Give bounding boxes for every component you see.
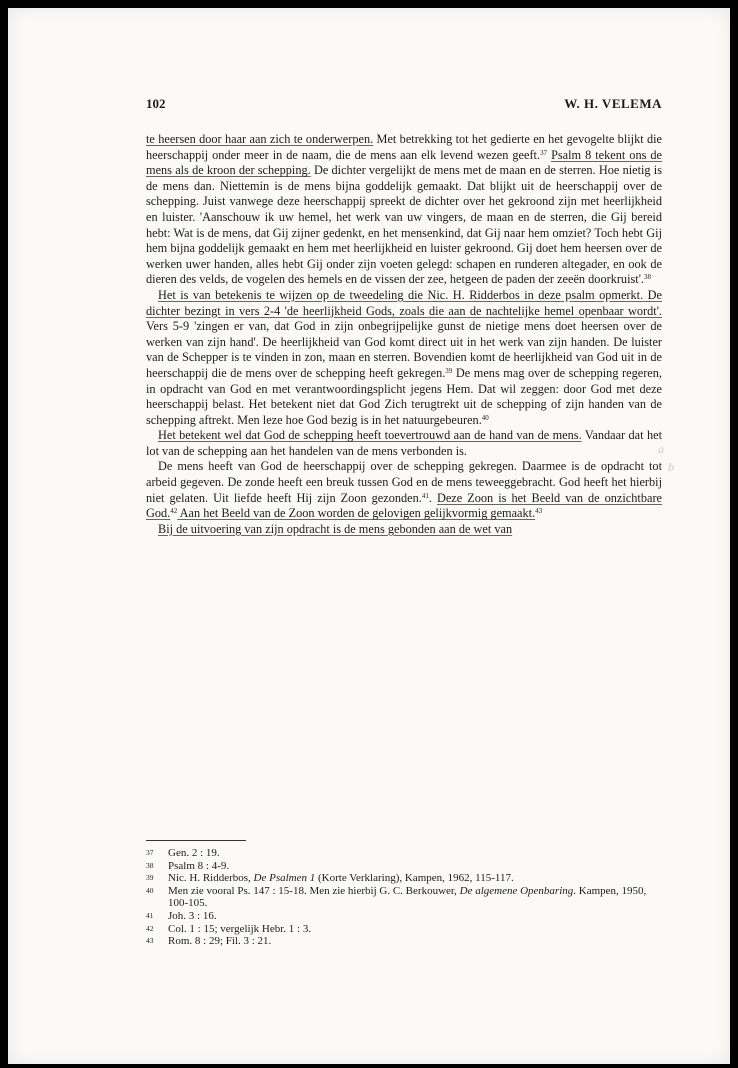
footnote-39 bbox=[146, 872, 662, 885]
page-header bbox=[146, 96, 662, 116]
footnote-ref: 41 bbox=[421, 491, 429, 500]
footnote-number: 39 bbox=[146, 873, 154, 883]
footnote-text: Gen. 2 : 19. bbox=[168, 847, 220, 859]
footnote-number: 41 bbox=[146, 910, 154, 920]
footnote-number: 43 bbox=[146, 936, 154, 946]
underlined-phrase: Psalm 8 tekent ons de mens als de kroon der schepping. bbox=[146, 147, 662, 178]
underlined-phrase: Deze Zoon is het Beeld van de onzichtbare God. bbox=[146, 490, 662, 521]
margin-annotation-a: a bbox=[658, 442, 664, 456]
footnote-text: Nic. H. Ridderbos, bbox=[168, 872, 254, 885]
footnote-text: Psalm 8 : 4-9. bbox=[168, 859, 230, 872]
margin-annotation-b: b bbox=[668, 460, 674, 474]
running-head-author: W. H. VELEMA bbox=[564, 96, 662, 111]
text-run: Met betrekking tot het gedierte en het gevogelte blijkt die heerschappij onder meer in de naam, die de mens aan elk levend wezen geeft. bbox=[146, 132, 662, 162]
footnote-number: 42 bbox=[146, 923, 154, 933]
paragraph-3 bbox=[146, 428, 662, 459]
underlined-phrase: Het is van betekenis te wijzen op de tweedeling die Nic. H. Ridderbos in deze psalm opmerkt. bbox=[158, 287, 644, 302]
footnote-41 bbox=[146, 910, 662, 923]
footnote-separator bbox=[146, 840, 246, 841]
footnote-text: Joh. 3 : 16. bbox=[168, 909, 217, 922]
underlined-phrase: te heersen door haar aan zich te onderwerpen. bbox=[146, 132, 374, 146]
footnote-ref: 39 bbox=[445, 366, 453, 375]
footnote-text: (Korte Verklaring), Kampen, 1962, 115-117. bbox=[315, 872, 514, 885]
paragraph-4 bbox=[146, 459, 662, 521]
footnote-title: De algemene Openbaring bbox=[459, 884, 574, 897]
paragraph-5 bbox=[146, 522, 662, 538]
footnote-40 bbox=[146, 885, 662, 910]
text-run: De mens mag over de schepping regeren, in opdracht van God en met verantwoordingsplicht jegens Hem. Dat wil zeggen: door God met deze heerschappij belast. Het betekent niet dat God Zich terugtrekt uit de schepping of zijn handen van de schepping aftrekt. Men leze hoe God bezig is in het natuurgebeuren. bbox=[146, 365, 662, 427]
text-run: De mens heeft van God de heerschappij over de schepping gekregen. Daarmee is de opdracht tot arbeid gegeven. De zonde heeft een breuk tussen God en de mens teweeggebracht. God heeft het hierbij niet gelaten. Uit liefde heeft Hij zijn Zoon gezonden. bbox=[146, 459, 662, 505]
text-run: . bbox=[428, 490, 437, 505]
underlined-phrase: De dichter bezingt in vers 2-4 'de heerlijkheid Gods, zoals die aan de nachtelijke hemel openbaar wordt'. bbox=[146, 287, 662, 318]
footnote-ref: 40 bbox=[481, 413, 489, 422]
scanned-page bbox=[8, 8, 730, 1064]
paragraph-2 bbox=[146, 288, 662, 428]
footnote-37 bbox=[146, 847, 662, 860]
text-run: Vers 5-9 'zingen er van, dat God in zijn onbegrijpelijke gunst de nietige mens doet heersen over de werken van zijn hand'. De heerlijkheid van God komt direct uit in het werk van zijn handen. De luister van de Schepper is te vinden in zon, maan en sterren. Bovendien komt de heerlijkheid van God uit in de heerschappij die de mens over de schepping heeft gekregen. bbox=[146, 319, 662, 380]
footnote-ref: 38 bbox=[644, 273, 651, 282]
footnote-text: Col. 1 : 15; vergelijk Hebr. 1 : 3. bbox=[168, 922, 312, 935]
footnote-title: De Psalmen 1 bbox=[253, 872, 316, 885]
footnote-38 bbox=[146, 860, 662, 873]
footnote-number: 40 bbox=[146, 885, 154, 895]
footnote-43 bbox=[146, 935, 662, 948]
text-run: De dichter vergelijkt de mens met de maan en de sterren. Hoe nietig is de mens dan. Niettemin is de mens bijna goddelijk gemaakt. Dat blijkt uit de heerschappij over de schepping. Juist vanwege deze heerschappij spreekt de dichter over het gekroond zijn met heerlijkheid en luister. 'Aanschouw ik uw hemel, het werk van uw vingers, de maan en de sterren, die Gij bereid hebt: Wat is de mens, dat Gij zijner gedenkt, en het mensenkind, dat Gij naar hem omziet? Toch hebt Gij hem bijna goddelijk gemaakt en hem met heerlijkheid en luister gekroond. Gij doet hem heersen over de werken uwer handen, alles hebt Gij onder zijn voeten gelegd: schapen en runderen altegader, en ook de dieren des velds, de vogelen des hemels en de vissen der zee, hetgeen de paden der zeeën doorkruist'. bbox=[146, 163, 663, 287]
footnotes bbox=[146, 847, 662, 948]
underlined-phrase: Het betekent wel dat God de schepping heeft toevertrouwd aan de hand van de mens. bbox=[158, 428, 582, 443]
footnote-number: 37 bbox=[146, 848, 154, 857]
paragraph-1 bbox=[146, 132, 662, 288]
footnote-text: Men zie vooral Ps. 147 : 15-18. Men zie hierbij G. C. Berkouwer, bbox=[168, 884, 460, 897]
page-number: 102 bbox=[146, 96, 166, 111]
footnote-number: 38 bbox=[146, 860, 154, 870]
footnote-ref: 43 bbox=[535, 507, 543, 516]
footnote-text: Rom. 8 : 29; Fil. 3 : 21. bbox=[168, 935, 272, 948]
footnote-text: . Kampen, 1950, 100-105. bbox=[168, 884, 647, 910]
underlined-phrase: Bij de uitvoering van zijn opdracht is de mens gebonden aan de wet van bbox=[158, 521, 513, 536]
footnote-42 bbox=[146, 923, 662, 936]
footnote-ref: 37 bbox=[540, 148, 548, 157]
body-text bbox=[146, 132, 662, 537]
footnote-ref: 42 bbox=[170, 507, 178, 516]
underlined-phrase: Aan het Beeld van de Zoon worden de gelovigen gelijkvormig gemaakt. bbox=[177, 506, 536, 521]
text-run: Vandaar dat het lot van de schepping aan het handelen van de mens verbonden is. bbox=[146, 428, 662, 458]
